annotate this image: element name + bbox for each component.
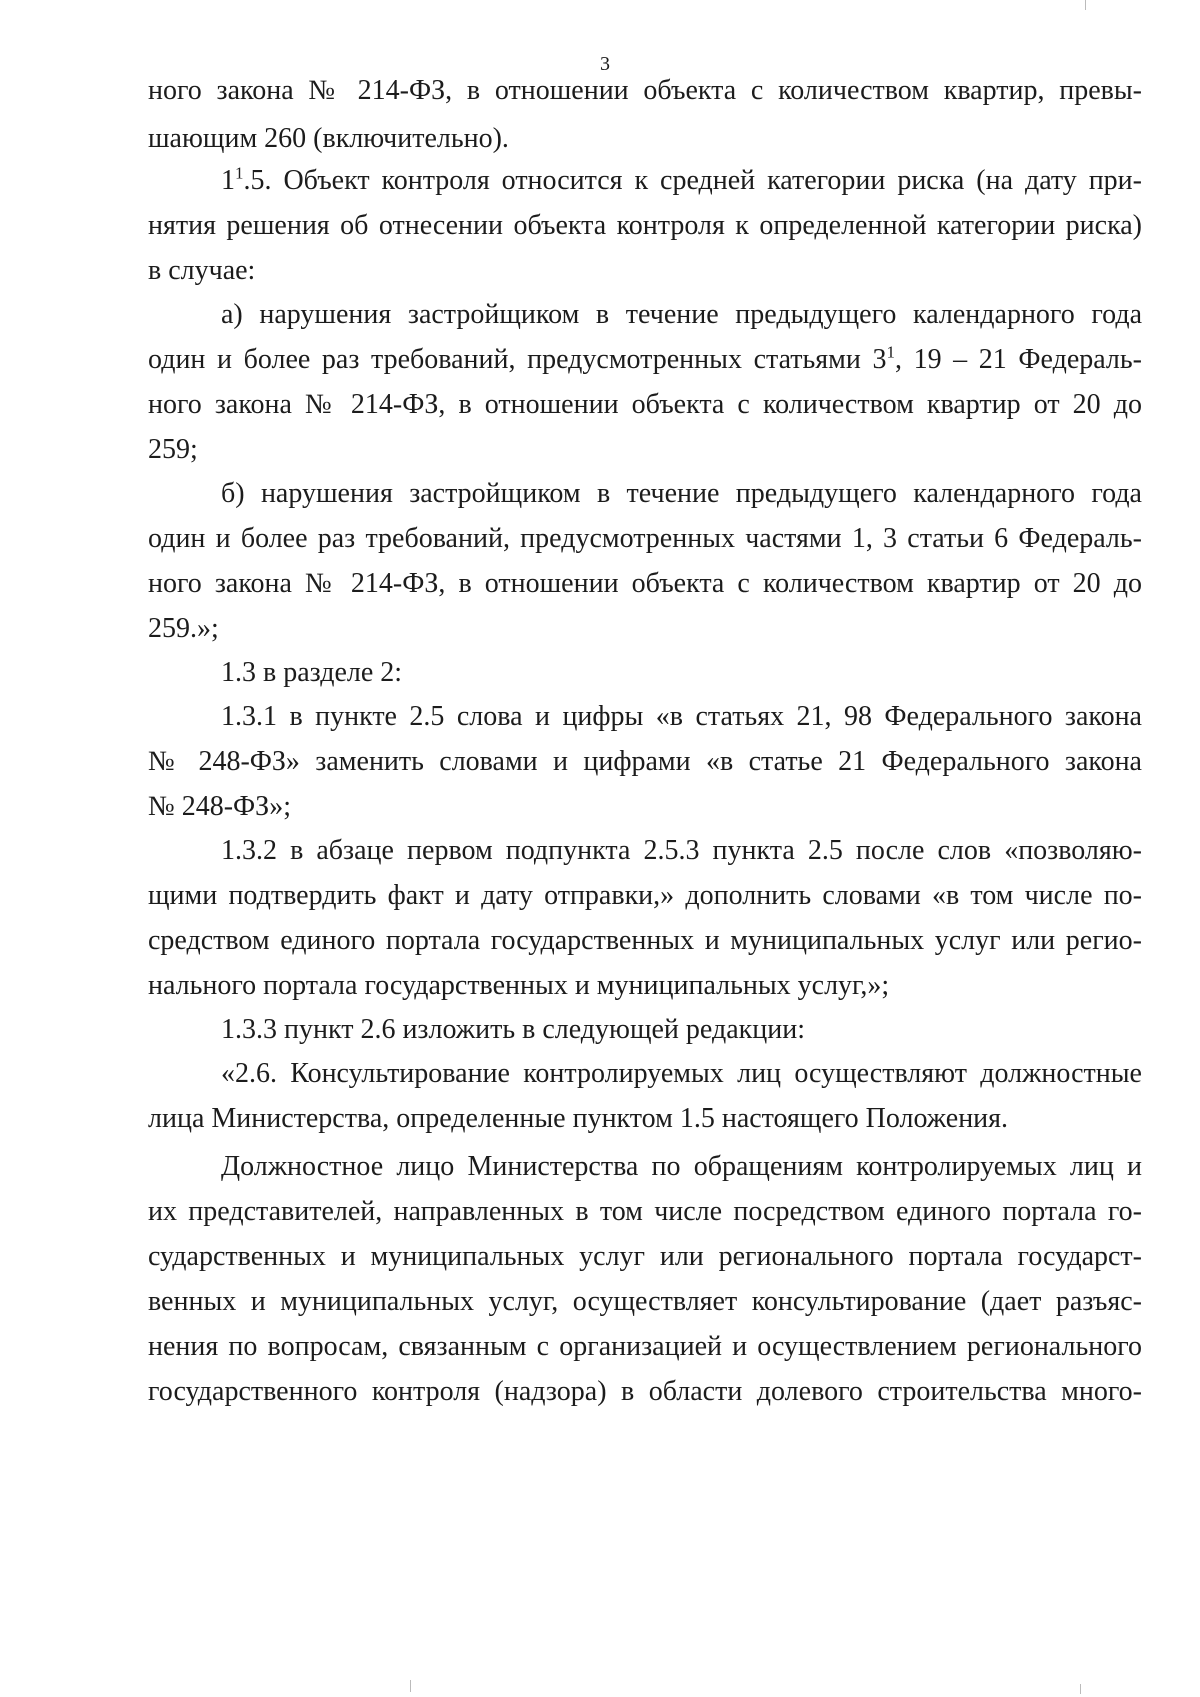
text-line	[148, 388, 1142, 422]
text-line-content: № 248-ФЗ» заменить словами и цифрами «в статье 21 Федерального закона	[148, 746, 1142, 777]
text-line-content-group	[148, 344, 1142, 375]
text-line-content: нения по вопросам, связанным с организацией и осуществлением регионального	[148, 1331, 1142, 1362]
text-line-content: , 19 – 21 Федераль-	[894, 344, 1142, 375]
text-line	[148, 1240, 1142, 1274]
text-line-content: 1.3.2 в абзаце первом подпункта 2.5.3 пункта 2.5 после слов «позволяю-	[221, 835, 1142, 866]
text-line	[148, 1102, 1008, 1136]
text-line	[148, 567, 1142, 601]
paragraph-number-sup: 1	[235, 163, 244, 183]
text-line-content: щими подтвердить факт и дату отправки,» дополнить словами «в том числе по-	[148, 880, 1142, 911]
text-line	[221, 656, 402, 690]
text-line-content: а) нарушения застройщиком в течение предыдущего календарного года	[221, 299, 1142, 330]
text-line-content: венных и муниципальных услуг, осуществляет консультирование (дает разъяс-	[148, 1286, 1142, 1317]
text-line	[148, 1375, 1142, 1409]
text-line	[221, 1150, 1142, 1184]
paragraph-number-base: 1	[221, 165, 235, 196]
text-line	[148, 745, 1142, 779]
text-line-content: 1.3.3 пункт 2.6 изложить в следующей редакции:	[221, 1014, 805, 1045]
scan-artifact	[1085, 0, 1086, 10]
text-line-content: «2.6. Консультирование контролируемых лиц осуществляют должностные	[221, 1058, 1142, 1089]
text-line	[148, 612, 219, 646]
text-line	[148, 74, 1142, 108]
text-line-content: один и более раз требований, предусмотренных частями 1, 3 статьи 6 Федераль-	[148, 523, 1142, 554]
text-line	[148, 790, 291, 824]
text-line-content: лица Министерства, определенные пунктом 1.5 настоящего Положения.	[148, 1103, 1009, 1134]
text-line	[148, 343, 1142, 377]
text-line-content: сударственных и муниципальных услуг или регионального портала государст-	[148, 1241, 1142, 1272]
text-line	[148, 209, 1142, 243]
text-line-content: 259;	[148, 434, 198, 465]
text-line-content: шающим 260 (включительно).	[148, 123, 509, 154]
text-line-content: 1.3.1 в пункте 2.5 слова и цифры «в статьях 21, 98 Федерального закона	[221, 701, 1142, 732]
text-line-content: Должностное лицо Министерства по обращениям контролируемых лиц и	[221, 1151, 1142, 1182]
text-line-content: в случае:	[148, 255, 256, 286]
text-line	[148, 879, 1142, 913]
text-line	[221, 1013, 805, 1047]
text-line-content: .5. Объект контроля относится к средней категории риска (на дату при-	[243, 165, 1142, 196]
text-line-content: один и более раз требований, предусмотренных статьями 3	[148, 344, 887, 375]
text-line	[148, 1330, 1142, 1364]
text-line-content: ного закона № 214-ФЗ, в отношении объекта с количеством квартир, превы-	[148, 75, 1142, 106]
text-line	[148, 522, 1142, 556]
text-line	[148, 254, 255, 288]
text-line	[148, 969, 889, 1003]
text-line-content: № 248-ФЗ»;	[148, 791, 291, 822]
text-line	[221, 477, 1142, 511]
text-line	[148, 122, 509, 156]
scan-artifact	[410, 1680, 411, 1692]
article-superscript: 1	[886, 342, 895, 362]
text-line	[221, 164, 1142, 198]
text-line	[148, 433, 198, 467]
text-line	[148, 1195, 1142, 1229]
text-line-content: их представителей, направленных в том числе посредством единого портала го-	[148, 1196, 1142, 1227]
scan-artifact	[1080, 1684, 1081, 1694]
text-line	[148, 924, 1142, 958]
text-line-content: государственного контроля (надзора) в области долевого строительства много-	[148, 1376, 1142, 1407]
text-line-content: б) нарушения застройщиком в течение предыдущего календарного года	[221, 478, 1142, 509]
text-line-content: 1.3 в разделе 2:	[221, 657, 403, 688]
text-line-content: средством единого портала государственных и муниципальных услуг или регио-	[148, 925, 1142, 956]
text-line	[221, 834, 1142, 868]
text-line	[221, 298, 1142, 332]
text-line	[221, 1057, 1142, 1091]
text-line-content: ного закона № 214-ФЗ, в отношении объекта с количеством квартир от 20 до	[148, 568, 1142, 599]
text-line	[148, 1285, 1142, 1319]
page-number: 3	[600, 53, 610, 75]
text-line-content: 259.»;	[148, 613, 219, 644]
text-line-content: нального портала государственных и муниципальных услуг,»;	[148, 970, 890, 1001]
text-line-content: нятия решения об отнесении объекта контроля к определенной категории риска)	[148, 210, 1142, 241]
text-line-content: ного закона № 214-ФЗ, в отношении объекта с количеством квартир от 20 до	[148, 389, 1142, 420]
paragraph-number	[221, 165, 1142, 196]
text-line	[221, 700, 1142, 734]
